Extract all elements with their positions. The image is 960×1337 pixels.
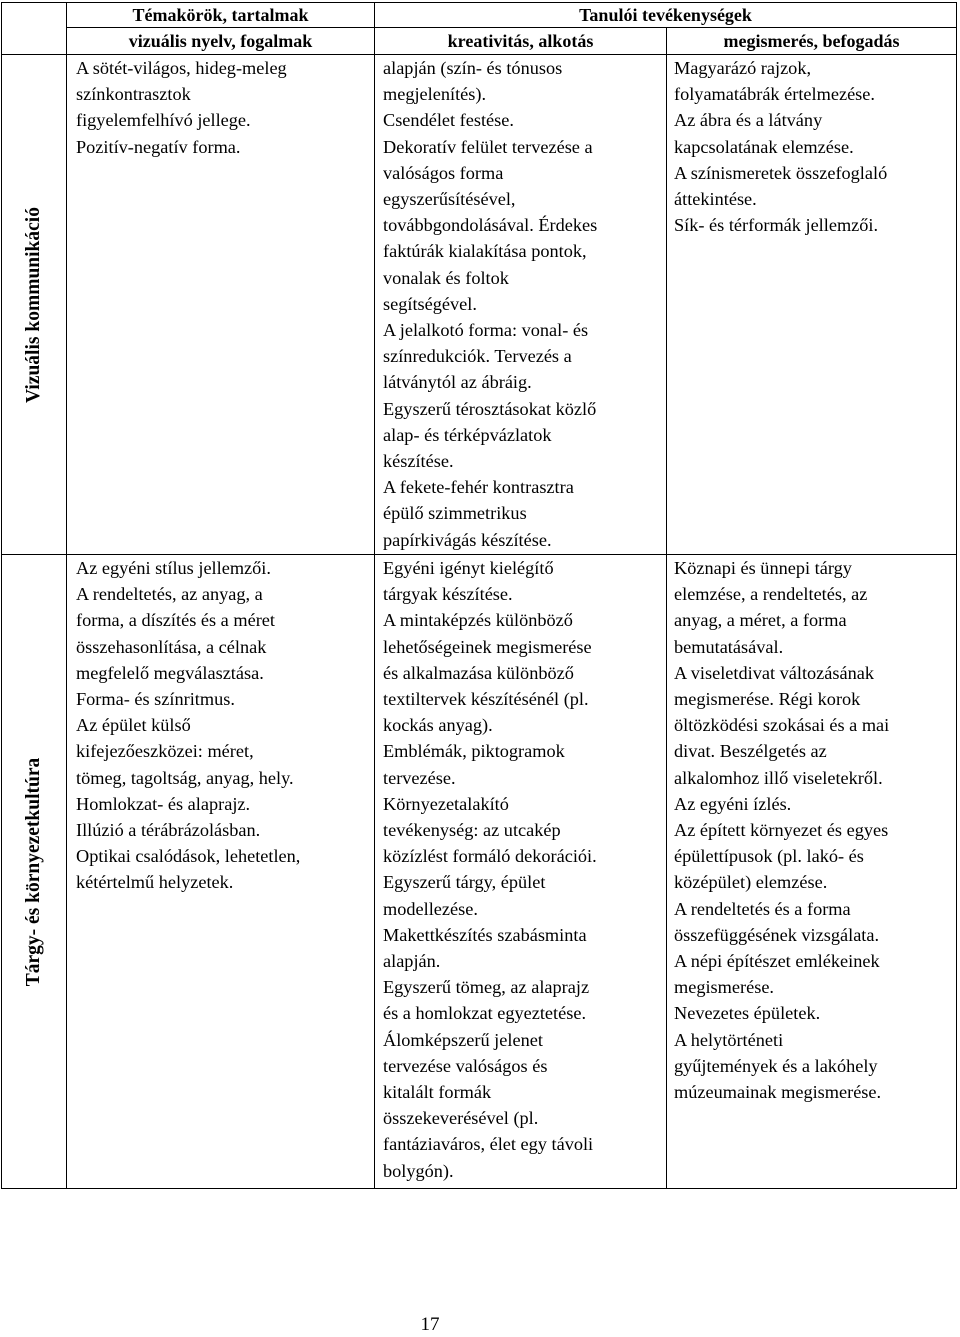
section-col1: A sötét-világos, hideg-meleg színkontrasztok figyelemfelhívó jellege. Pozitív-negatív forma. <box>67 55 375 555</box>
header-row-1 <box>2 3 957 28</box>
corner-cell <box>2 3 67 55</box>
col3-header: megismerés, befogadás <box>667 28 957 55</box>
section-col2: Egyéni igényt kielégítő tárgyak készítése. A mintaképzés különböző lehetőségeinek megismerése és alkalmazása különböző textiltervek készítésénél (pl. kockás anyag). Emblémák, piktogramok tervezése. Környezetalakító tevékenység: az utcakép közízlést formáló dekorációi. Egyszerű tárgy, épület modellezése. Makettkészítés szabásminta alapján. Egyszerű tömeg, az alaprajz és a homlokzat egyeztetése. Álomképszerű jelenet tervezése valóságos és kitalált formák összekeverésével (pl. fantáziaváros, élet egy távoli bolygón). <box>375 555 667 1189</box>
topics-header: Témakörök, tartalmak <box>67 3 375 28</box>
page-number: 17 <box>420 1314 440 1335</box>
section-col1: Az egyéni stílus jellemzői. A rendeltetés, az anyag, a forma, a díszítés és a méret összehasonlítása, a célnak megfelelő megválasztása. Forma- és színritmus. Az épület külső kifejezőeszközei: méret, tömeg, tagoltság, anyag, hely. Homlokzat- és alaprajz. Illúzió a térábrázolásban. Optikai csalódások, lehetetlen, kétértelmű helyzetek. <box>67 555 375 1189</box>
section-label: Tárgy- és környezetkultúra <box>23 757 44 986</box>
header-row-2 <box>2 28 957 55</box>
section-label-cell <box>2 555 67 1189</box>
section-label-cell <box>2 55 67 555</box>
col2-header: kreativitás, alkotás <box>375 28 667 55</box>
col1-header: vizuális nyelv, fogalmak <box>67 28 375 55</box>
section-row-visual-communication <box>2 55 957 555</box>
activities-header: Tanulói tevékenységek <box>375 3 957 28</box>
curriculum-table <box>1 2 957 1189</box>
section-label: Vizuális kommunikáció <box>23 206 44 403</box>
section-col3: Magyarázó rajzok, folyamatábrák értelmezése. Az ábra és a látvány kapcsolatának elemzése. A színismeretek összefoglaló áttekintése. Sík- és térformák jellemzői. <box>667 55 957 555</box>
section-col3: Köznapi és ünnepi tárgy elemzése, a rendeltetés, az anyag, a méret, a forma bemutatásával. A viseletdivat változásának megismerése. Régi korok öltözködési szokásai és a mai divat. Beszélgetés az alkalomhoz illő viseletekről. Az egyéni ízlés. Az épített környezet és egyes épülettípusok (pl. lakó- és középület) elemzése. A rendeltetés és a forma összefüggésének vizsgálata. A népi építészet emlékeinek megismerése. Nevezetes épületek. A helytörténeti gyűjtemények és a lakóhely múzeumainak megismerése. <box>667 555 957 1189</box>
section-row-object-culture <box>2 555 957 1189</box>
section-col2: alapján (szín- és tónusos megjelenítés). Csendélet festése. Dekoratív felület tervezése a valóságos forma egyszerűsítésével, továbbgondolásával. Érdekes faktúrák kialakítása pontok, vonalak és foltok segítségével. A jelalkotó forma: vonal- és színredukciók. Tervezés a látványtól az ábráig. Egyszerű térosztásokat közlő alap- és térképvázlatok készítése. A fekete-fehér kontrasztra épülő szimmetrikus papírkivágás készítése. <box>375 55 667 555</box>
